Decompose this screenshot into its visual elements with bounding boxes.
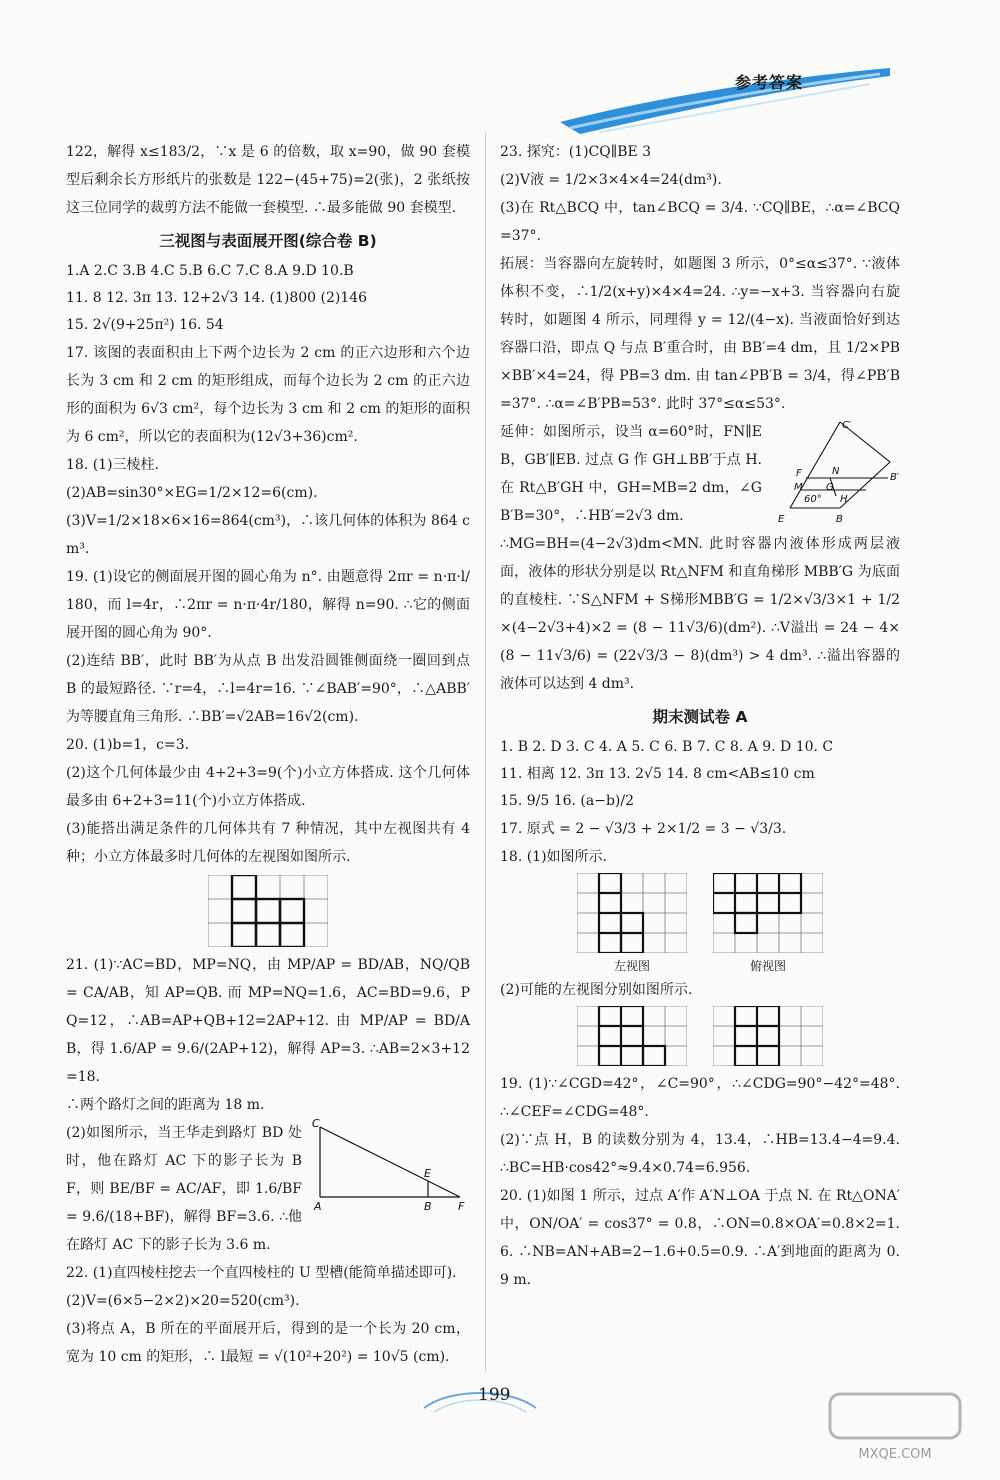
streetlight-triangle-figure <box>310 1119 470 1211</box>
answer-paragraph: (2)如图所示，当王华走到路灯 BD 处时，他在路灯 AC 下的影子长为 BF，则 BE/BF = AC/AF，即 1.6/BF = 9.6/(18+BF)，解得 BF=3.6. ∴他在路灯 AC 下的影子长为 3.6 m. <box>66 1125 302 1253</box>
page-header-title: 参考答案 <box>735 73 804 92</box>
answer-paragraph: ∴两个路灯之间的距离为 18 m. <box>66 1097 265 1113</box>
point-label: G <box>826 482 834 493</box>
point-label: A <box>314 1200 322 1211</box>
answer-paragraph: (2)∵点 H，B 的读数分别为 4，13.4，∴HB=13.4−4=9.4. ∴BC=HB·cos42°≈9.4×0.74=6.956. <box>500 1132 900 1176</box>
section-title: 期末测试卷 A <box>652 708 748 726</box>
point-label: H <box>840 494 848 505</box>
answer-paragraph: 18. (1)三棱柱. <box>66 457 159 473</box>
choice-answers: 1.A 2.C 3.B 4.C 5.B 6.C 7.C 8.A 9.D 10.B <box>66 263 354 279</box>
point-label: B <box>836 514 843 525</box>
page-number: 199 <box>478 1385 511 1405</box>
answer-paragraph: 17. 原式 = 2 − √3/3 + 2×1/2 = 3 − √3/3. <box>500 821 787 837</box>
fill-answers: 15. 2√(9+25π²) 16. 54 <box>66 317 224 333</box>
point-label: C <box>312 1119 320 1130</box>
answer-paragraph: 18. (1)如图所示. <box>500 849 607 865</box>
answer-paragraph: (2)V液 = 1/2×3×4×4=24(dm³). <box>500 172 722 188</box>
answer-paragraph: 延伸：如图所示，设当 α=60°时，FN∥EB，GB′∥EB. 过点 G 作 GH⊥BB′于点 H. 在 Rt△B′GH 中，GH=MB=2 dm，∠GB′B=30°，∴HB′=2√3 dm. <box>500 424 762 524</box>
answer-paragraph: (2)这个几何体最少由 4+2+3=9(个)小立方体搭成. 这个几何体最多由 6+2+3=11(个)小立方体搭成. <box>66 765 470 809</box>
point-label: C′ <box>842 420 852 431</box>
answer-paragraph: 23. 探究：(1)CQ∥BE 3 <box>500 144 652 160</box>
point-label: E <box>778 514 785 525</box>
left-column <box>66 138 470 1371</box>
answer-paragraph: (3)将点 A，B 所在的平面展开后，得到的是一个长为 20 cm，宽为 10 cm 的矩形，∴ l最短 = √(10²+20²) = 10√5 (cm). <box>66 1321 470 1365</box>
answer-paragraph: (2)连结 BB′，此时 BB′为从点 B 出发沿圆锥侧面绕一圈回到点 B 的最短路径. ∵r=4，∴l=4r=16. ∵∠BAB′=90°，∴△ABB′为等腰直角三角形. ∴BB′=√2AB=16√2(cm). <box>66 653 470 725</box>
container-tilt-figure <box>770 418 900 528</box>
top-view-figure <box>713 873 823 974</box>
answer-paragraph: 21. (1)∵AC=BD，MP=NQ，由 MP/AP = BD/AB，NQ/QB = CA/AB，知 AP=QB. 而 MP=NQ=1.6，AC=BD=9.6，PQ=12，∴AB=AP+QB+12=2AP+12. 由 MP/AP = BD/AB，得 1.6/AP = 9.6/(2AP+12)，解得 AP=3. ∴AB=2×3+12=18. <box>66 957 470 1085</box>
answer-paragraph: (3)V=1/2×18×6×16=864(cm³)，∴该几何体的体积为 864 cm³. <box>66 513 470 557</box>
left-view-figure <box>577 873 687 974</box>
point-label: N <box>832 466 840 477</box>
answer-paragraph: 19. (1)∵∠CGD=42°，∠C=90°，∴∠CDG=90°−42°=48°. ∴∠CEF=∠CDG=48°. <box>500 1076 900 1120</box>
answer-paragraph: (3)能搭出满足条件的几何体共有 7 种情况，其中左视图共有 4 种；小立方体最多时几何体的左视图如图所示. <box>66 821 470 865</box>
fill-answers: 11. 8 12. 3π 13. 12+2√3 14. (1)800 (2)146 <box>66 290 368 306</box>
answer-paragraph: ∴MG=BH=(4−2√3)dm<MN. 此时容器内液体形成两层液面，液体的形状分别是以 Rt△NFM 和直角梯形 MBB′G 为底面的直棱柱. ∵S△NFM + S梯形MBB′G = 1/2×√3/3×1 + 1/2×(4−2√3+4)×2 = (8 − 11√3/6)(dm²). ∴V溢出 = 24 − 4×(8 − 11√3/6) = (22√3/3 − 8)(dm³) > 4 dm³. ∴溢出容器的液体可以达到 4 dm³. <box>500 536 900 692</box>
point-label: B′ <box>890 472 900 483</box>
answer-paragraph: (3)在 Rt△BCQ 中，tan∠BCQ = 3/4. ∵CQ∥BE，∴α=∠BCQ=37°. <box>500 200 900 244</box>
angle-label: 60° <box>804 494 822 505</box>
answer-paragraph: 22. (1)直四棱柱挖去一个直四棱柱的 U 型槽(能简单描述即可). <box>66 1265 457 1281</box>
view-figures-row <box>500 873 900 974</box>
possible-left-view-2 <box>713 1006 823 1066</box>
possible-views-row <box>500 1006 900 1066</box>
point-label: E <box>424 1167 431 1180</box>
possible-left-view-1 <box>577 1006 687 1066</box>
answer-paragraph: 拓展：当容器向左旋转时，如题图 3 所示，0°≤α≤37°. ∵液体体积不变，∴1/2(x+y)×4×4=24. ∴y=−x+3. 当容器向右旋转时，如题图 4 所示，同理得 y = 12/(4−x). 当液面恰好到达容器口沿，即点 Q 与点 B′重合时，由 BB′=4 dm，且 1/2×PB×BB′×4=24，得 PB=3 dm. 由 tan∠PB′B = 3/4，得∠PB′B=37°. ∴α=∠B′PB=53°. 此时 37°≤α≤53°. <box>500 256 900 412</box>
choice-answers: 1. B 2. D 3. C 4. A 5. C 6. B 7. C 8. A 9. D 10. C <box>500 739 834 755</box>
point-label: B <box>424 1200 432 1211</box>
fill-answers: 11. 相离 12. 3π 13. 2√5 14. 8 cm<AB≤10 cm <box>500 766 815 782</box>
right-column <box>500 138 900 1294</box>
answer-paragraph: 19. (1)设它的侧面展开图的圆心角为 n°. 由题意得 2πr = n·π·l/180，而 l=4r，∴2πr = n·π·4r/180，解得 n=90. ∴它的侧面展开图的圆心角为 90°. <box>66 569 470 641</box>
left-view-grid-figure <box>208 875 328 947</box>
answer-paragraph: (2)AB=sin30°×EG=1/2×12=6(cm). <box>66 485 318 501</box>
section-title: 三视图与表面展开图(综合卷 B) <box>159 232 377 250</box>
site-watermark <box>820 1386 970 1466</box>
answer-paragraph: (2)可能的左视图分别如图所示. <box>500 982 693 998</box>
column-divider <box>485 132 486 1372</box>
fill-answers: 15. 9/5 16. (a−b)/2 <box>500 793 634 809</box>
watermark-text: MXQE.COM <box>858 1447 932 1462</box>
figure-caption: 左视图 <box>613 959 650 973</box>
point-label: F <box>796 468 802 479</box>
point-label: M <box>794 482 803 493</box>
header-ribbon <box>560 62 890 134</box>
answer-paragraph: 20. (1)b=1，c=3. <box>66 737 190 753</box>
answer-paragraph: 20. (1)如图 1 所示，过点 A′作 A′N⊥OA 于点 N. 在 Rt△ONA′中，ON/OA′ = cos37° = 0.8，∴ON=0.8×OA′=0.8×2=1.6. ∴NB=AN+AB=2−1.6+0.5=0.9. ∴A′到地面的距离为 0.9 m. <box>500 1188 900 1288</box>
figure-caption: 俯视图 <box>749 959 786 973</box>
answer-paragraph: 122，解得 x≤183/2，∵x 是 6 的倍数，取 x=90，做 90 套模型后剩余长方形纸片的张数是 122−(45+75)=2(张)，2 张纸按这三位同学的裁剪方法不能做一套模型. ∴最多能做 90 套模型. <box>66 144 470 216</box>
answer-paragraph: 17. 该图的表面积由上下两个边长为 2 cm 的正六边形和六个边长为 3 cm 和 2 cm 的矩形组成，而每个边长为 2 cm 的正六边形的面积为 6√3 cm²，每个边长为 3 cm 和 2 cm 的矩形的面积为 6 cm²，所以它的表面积为(12√3+36)cm². <box>66 345 470 445</box>
point-label: F <box>458 1200 465 1211</box>
answer-paragraph: (2)V=(6×5−2×2)×20=520(cm³). <box>66 1293 300 1309</box>
